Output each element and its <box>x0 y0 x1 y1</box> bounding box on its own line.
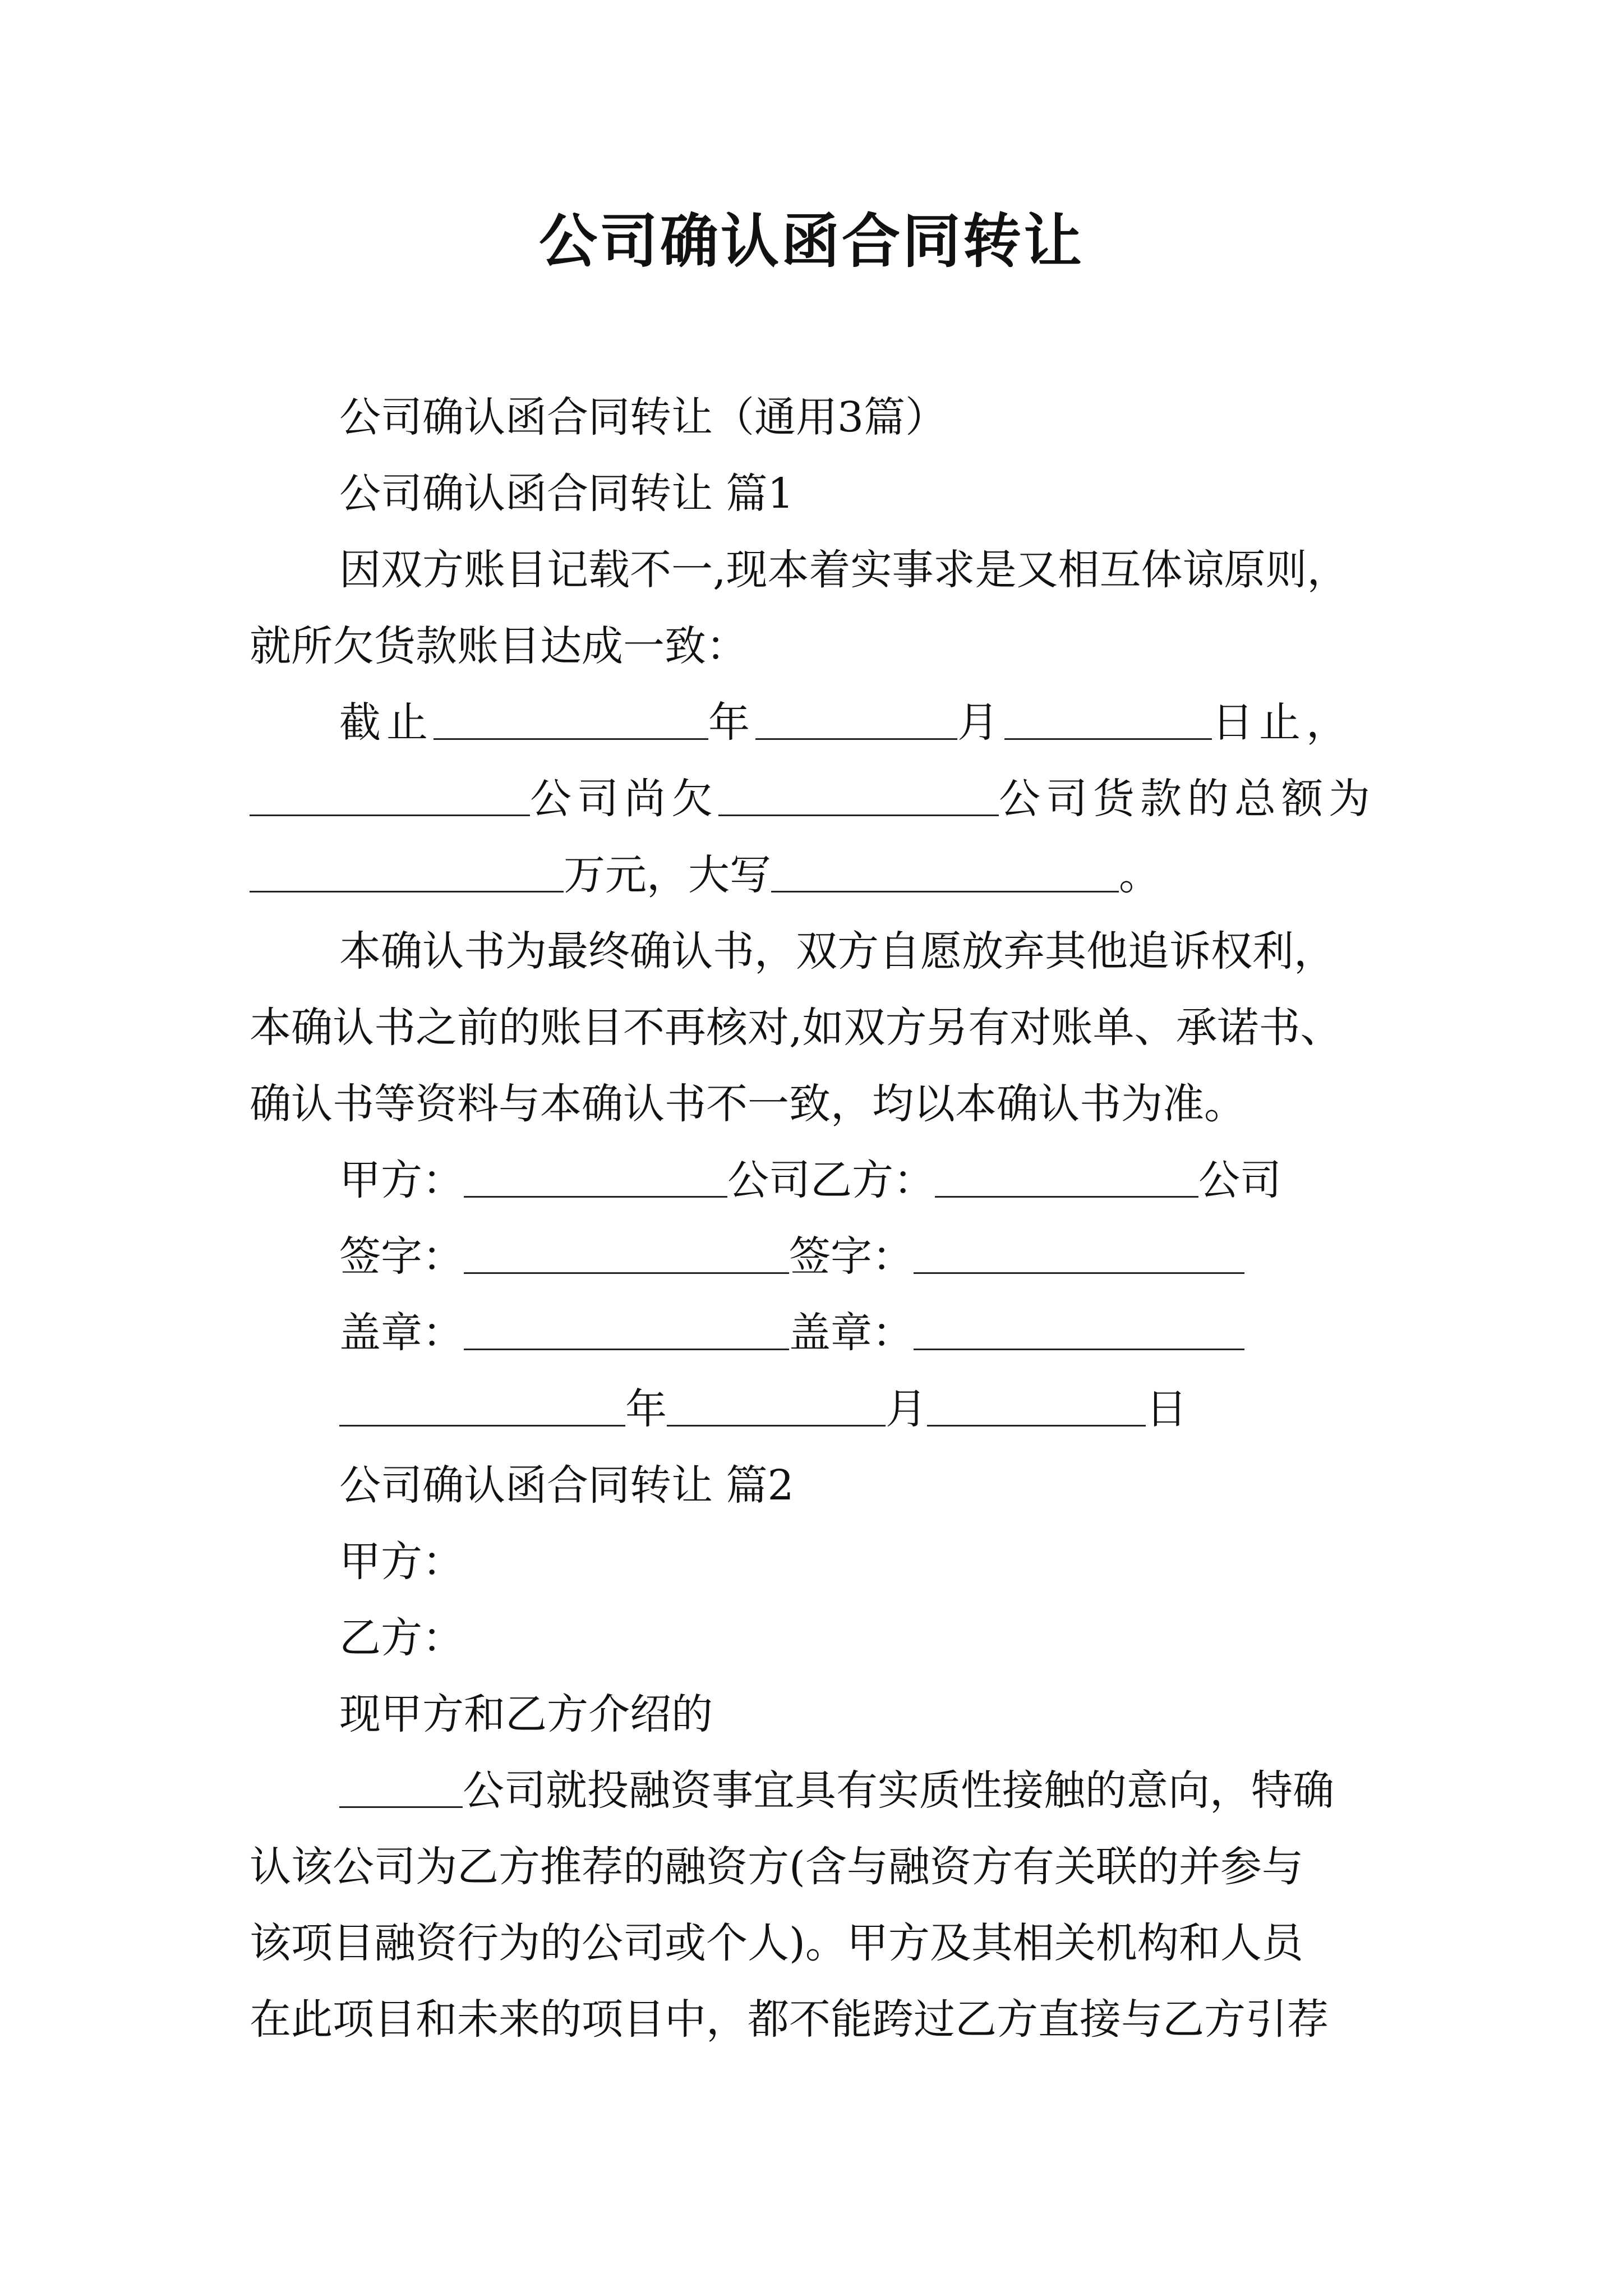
section2-para-line1-text: 公司就投融资事宜具有实质性接触的意向，特确 <box>463 1766 1334 1815</box>
amount-line <box>250 837 1394 913</box>
seal-b-label: 盖章： <box>789 1309 914 1357</box>
document-body <box>250 379 1394 2058</box>
signing-day-label: 日 <box>1146 1385 1187 1433</box>
section2-heading: 公司确认函合同转让 篇2 <box>339 1461 794 1510</box>
seal-b-blank[interactable] <box>914 1307 1244 1350</box>
date-line <box>250 684 1394 761</box>
creditor-company-blank[interactable] <box>718 773 999 816</box>
debtor-company-blank[interactable] <box>250 773 530 816</box>
party-a-label: 甲方： <box>339 1156 464 1204</box>
section2-para-line1 <box>250 1752 1394 1829</box>
seal-line <box>250 1295 1394 1371</box>
signature-a-label: 签字： <box>339 1232 464 1281</box>
signature-b-blank[interactable] <box>914 1231 1244 1274</box>
year-label: 年 <box>708 698 755 747</box>
section1-heading: 公司确认函合同转让 篇1 <box>339 470 794 518</box>
seal-a-blank[interactable] <box>464 1307 789 1350</box>
day-blank[interactable] <box>1004 697 1212 740</box>
month-blank[interactable] <box>755 697 957 740</box>
period-mark: 。 <box>1119 851 1160 899</box>
wan-yuan-label: 万元，大写 <box>564 851 771 899</box>
signing-month-label: 月 <box>886 1385 927 1433</box>
company-label: 公司 <box>1198 1156 1281 1204</box>
company-owes-label: 公司尚欠 <box>530 775 718 823</box>
section1-para2-line3: 确认书等资料与本确认书不一致，均以本确认书为准。 <box>250 1080 1246 1128</box>
company-party-b-label: 公司乙方： <box>727 1156 935 1204</box>
section1-para1-line2: 就所欠货款账目达成一致： <box>250 622 748 670</box>
section2-para-line3: 该项目融资行为的公司或个人)。甲方及其相关机构和人员 <box>250 1919 1303 1967</box>
signature-b-label: 签字： <box>789 1232 914 1281</box>
section2-para-line2: 认该公司为乙方推荐的融资方(含与融资方有关联的并参与 <box>250 1843 1303 1891</box>
signing-date-line <box>250 1371 1394 1447</box>
signature-a-blank[interactable] <box>464 1231 789 1274</box>
party-a-blank[interactable] <box>464 1154 727 1198</box>
signing-year-label: 年 <box>625 1385 667 1433</box>
total-amount-label: 公司货款的总额为 <box>999 775 1376 823</box>
owes-line <box>250 761 1394 837</box>
section2-intro: 现甲方和乙方介绍的 <box>339 1690 713 1738</box>
section2-para-line4: 在此项目和未来的项目中，都不能跨过乙方直接与乙方引荐 <box>250 1995 1329 2044</box>
day-stop-label: 日止， <box>1212 698 1353 747</box>
date-prefix: 截止 <box>339 698 434 747</box>
party-b-blank[interactable] <box>935 1154 1198 1198</box>
month-label: 月 <box>957 698 1004 747</box>
signing-month-blank[interactable] <box>667 1383 886 1427</box>
signature-line <box>250 1218 1394 1295</box>
section2-party-a: 甲方： <box>339 1538 464 1586</box>
signing-year-blank[interactable] <box>339 1383 625 1427</box>
referred-company-blank[interactable] <box>339 1765 463 1808</box>
section1-para1-line1: 因双方账目记载不一,现本着实事求是又相互体谅原则， <box>339 546 1349 594</box>
seal-a-label: 盖章： <box>339 1309 464 1357</box>
signing-day-blank[interactable] <box>927 1383 1146 1427</box>
parties-line <box>250 1142 1394 1218</box>
document-subtitle: 公司确认函合同转让（通用3篇） <box>339 393 947 441</box>
amount-in-words-blank[interactable] <box>771 849 1119 892</box>
section1-para2-line2: 本确认书之前的账目不再核对,如双方另有对账单、承诺书、 <box>250 1004 1342 1052</box>
year-blank[interactable] <box>434 697 708 740</box>
section1-para2-line1: 本确认书为最终确认书，双方自愿放弃其他追诉权利， <box>339 927 1335 976</box>
document-title: 公司确认函合同转让 <box>538 206 1084 275</box>
amount-blank[interactable] <box>250 849 564 892</box>
section2-party-b: 乙方： <box>339 1614 464 1662</box>
